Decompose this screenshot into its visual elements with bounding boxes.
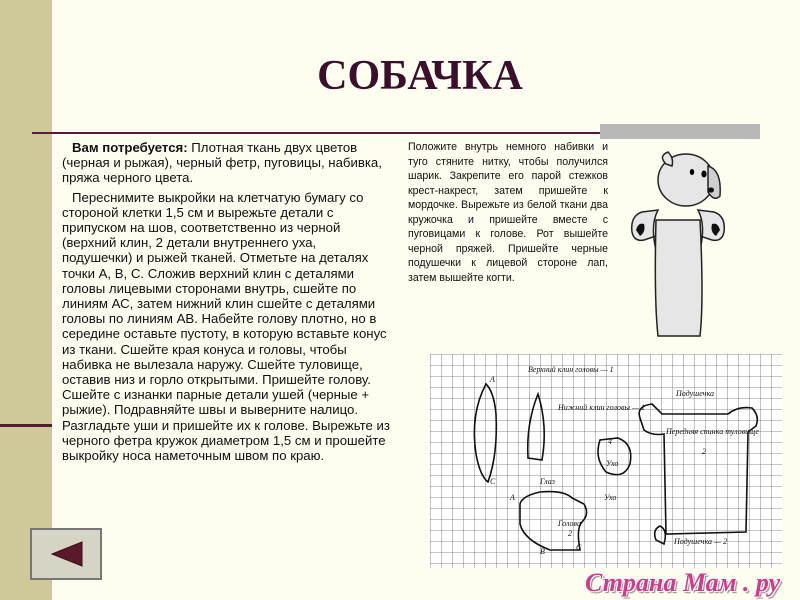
- materials-text: Плотная ткань двух цветов (черная и рыжая), черный фетр, пуговицы, набивка, пряжа черного цвета.: [62, 140, 382, 186]
- side-paragraph: Положите внутрь немного набивки и туго стяните нитку, чтобы получился шарик. Закрепите его парой стежков крест-накрест, затем пришейте к мордочке. Вырежьте из белой ткани два кружочка и пришейте вместе с пуговицами к голове. Рот вышейте черной пряжей. Пришейте черные подушечки к лицевой стороне лап, затем вышейте когти.: [408, 141, 608, 284]
- page-title: СОБАЧКА: [317, 53, 523, 99]
- label-point-a2: А: [510, 493, 515, 502]
- label-body-count: 2: [702, 447, 706, 456]
- label-point-c2: С: [576, 543, 582, 552]
- main-instructions: [62, 140, 390, 467]
- dog-puppet-illustration: [628, 150, 728, 342]
- triangle-left-icon: [48, 540, 84, 568]
- label-body: Передняя спинка туловище: [666, 427, 759, 436]
- label-ear-right: Ухо: [604, 493, 617, 502]
- side-instructions: [408, 140, 608, 285]
- label-paw-pad: Подушечка: [676, 389, 715, 398]
- steps-paragraph: Переснимите выкройки на клетчатую бумагу со стороной клетки 1,5 см и вырежьте детали с припуском на шов, соответственно из черной (верхний клин, 2 детали внутреннего уха, подушечки) и рыжей тканей. Отметьте на деталях точки А, В, С. Сложив верхний клин с деталями головы лицевыми сторонами внутрь, сшейте по линиям АС, затем нижний клин сшейте с деталями головы по линиям АВ. Набейте голову плотно, но в середине оставьте пустоту, в которую вставьте конус из ткани. Сшейте края конуса и головы, чтобы набивка не вылезала наружу. Сшейте туловище, оставив низ и горло открытыми. Пришейте голову. Сшейте с изнанки парные детали ушей (черные + рыжие). Подравняйте швы и выверните налицо. Разгладьте уши и пришейте их к голове. Вырежьте из черного фетра кружок диаметром 1,5 см и прошейте выкройку носа наметочным швом по краю.: [62, 189, 390, 464]
- label-lower-wedge: Нижний клин головы — 1: [558, 403, 646, 412]
- title-rule-line: [32, 132, 602, 134]
- left-band-notch: [0, 424, 52, 427]
- materials-label: Вам потребуется:: [72, 140, 188, 155]
- label-head: Голова: [558, 519, 581, 528]
- title-rule-box: [600, 124, 760, 139]
- site-watermark: [585, 568, 795, 598]
- label-ear-count: 4: [608, 437, 612, 446]
- materials-paragraph: [62, 140, 390, 186]
- sewing-pattern-diagram: [430, 354, 782, 568]
- previous-slide-button[interactable]: [30, 528, 102, 580]
- watermark-text: Страна Мам . ру: [585, 568, 781, 597]
- label-head-count: 2: [568, 529, 572, 538]
- label-upper-wedge: Верхний клин головы — 1: [528, 365, 614, 374]
- label-point-a1: А: [490, 375, 495, 384]
- label-ear: Ухо: [606, 459, 619, 468]
- label-pad-bottom: Подушечка — 2: [674, 537, 728, 546]
- label-point-b: В: [540, 547, 545, 556]
- label-glaz: Глаз: [540, 477, 555, 486]
- label-point-c1: С: [490, 477, 496, 486]
